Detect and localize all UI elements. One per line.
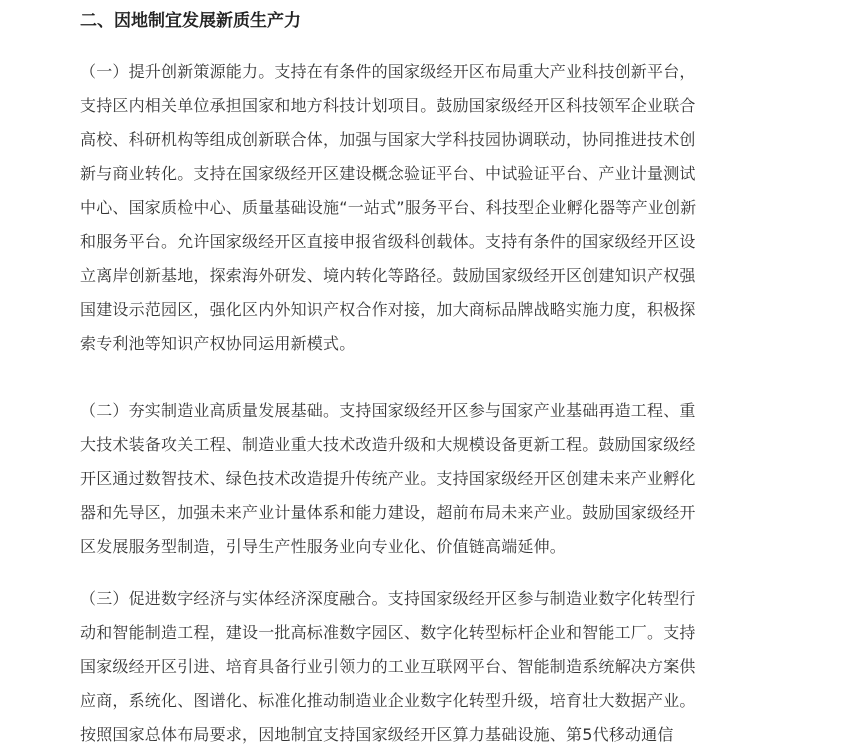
paragraph-line: 支持区内相关单位承担国家和地方科技计划项目。鼓励国家级经开区科技领军企业联合 [80, 96, 696, 115]
paragraph-line: （三）促进数字经济与实体经济深度融合。支持国家级经开区参与制造业数字化转型行 [80, 589, 696, 608]
paragraph-line: 应商，系统化、图谱化、标准化推动制造业企业数字化转型升级，培育壮大数据产业。 [80, 691, 696, 710]
paragraph-line: 索专利池等知识产权协同运用新模式。 [80, 334, 356, 353]
paragraph-digital-economy [80, 582, 696, 752]
paragraph-line: （二）夯实制造业高质量发展基础。支持国家级经开区参与国家产业基础再造工程、重 [80, 401, 696, 420]
paragraph-line: 器和先导区，加强未来产业计量体系和能力建设，超前布局未来产业。鼓励国家级经开 [80, 503, 696, 522]
paragraph-innovation-source [80, 55, 696, 361]
paragraph-line: 大技术装备攻关工程、制造业重大技术改造升级和大规模设备更新工程。鼓励国家级经 [80, 435, 696, 454]
paragraph-line: 动和智能制造工程，建设一批高标准数字园区、数字化转型标杆企业和智能工厂。支持 [80, 623, 696, 642]
paragraph-line: 区发展服务型制造，引导生产性服务业向专业化、价值链高端延伸。 [80, 537, 567, 556]
paragraph-line: 国家级经开区引进、培育具备行业引领力的工业互联网平台、智能制造系统解决方案供 [80, 657, 696, 676]
paragraph-line: 开区通过数智技术、绿色技术改造提升传统产业。支持国家级经开区创建未来产业孵化 [80, 469, 696, 488]
paragraph-line: 立离岸创新基地，探索海外研发、境内转化等路径。鼓励国家级经开区创建知识产权强 [80, 266, 696, 285]
paragraph-line: 和服务平台。允许国家级经开区直接申报省级科创载体。支持有条件的国家级经开区设 [80, 232, 696, 251]
paragraph-line: 国建设示范园区，强化区内外知识产权合作对接，加大商标品牌战略实施力度，积极探 [80, 300, 696, 319]
section-heading: 二、因地制宜发展新质生产力 [80, 11, 301, 31]
paragraph-line: 高校、科研机构等组成创新联合体，加强与国家大学科技园协调联动，协同推进技术创 [80, 130, 696, 149]
paragraph-manufacturing-foundation [80, 394, 696, 564]
paragraph-line: （一）提升创新策源能力。支持在有条件的国家级经开区布局重大产业科技创新平台， [80, 62, 696, 81]
paragraph-line: 新与商业转化。支持在国家级经开区建设概念验证平台、中试验证平台、产业计量测试 [80, 164, 696, 183]
paragraph-line: 按照国家总体布局要求，因地制宜支持国家级经开区算力基础设施、第5代移动通信 [80, 725, 674, 744]
paragraph-line: 中心、国家质检中心、质量基础设施“一站式”服务平台、科技型企业孵化器等产业创新 [80, 198, 697, 217]
